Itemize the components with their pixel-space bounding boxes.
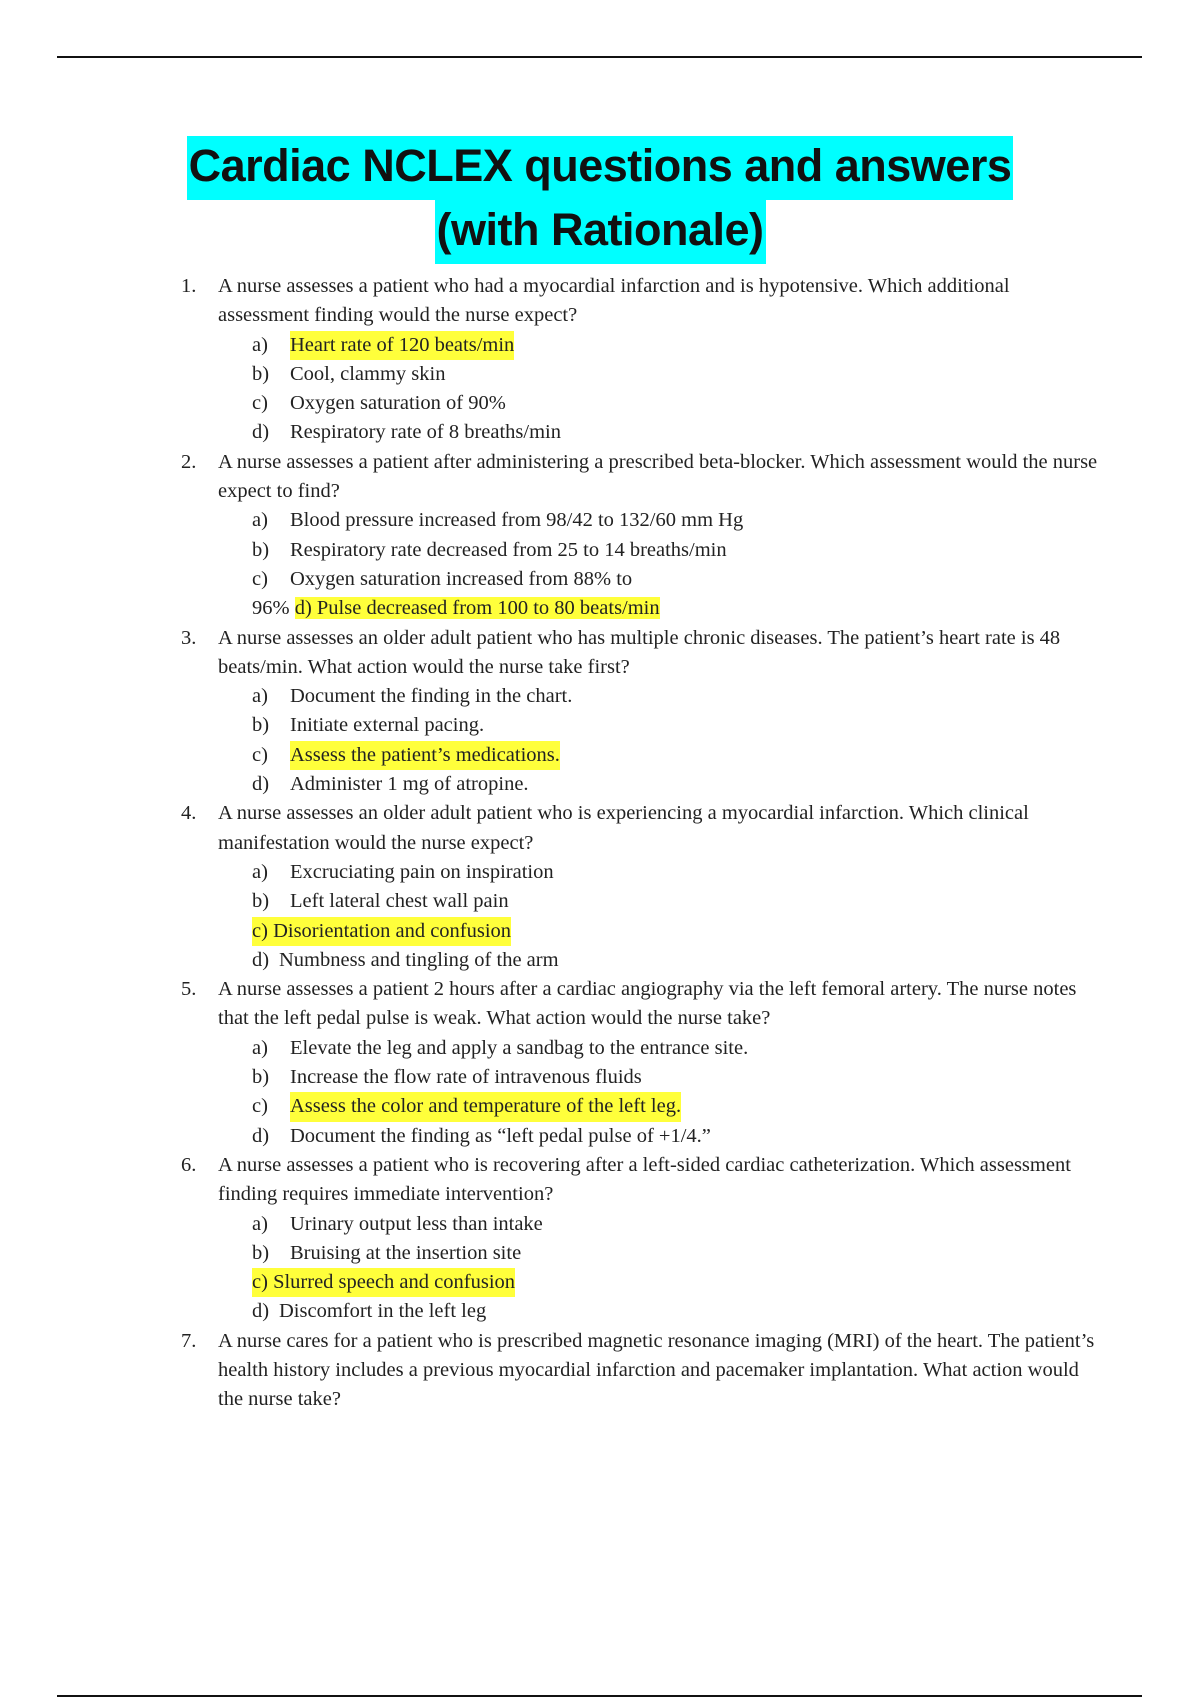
question-text: A nurse cares for a patient who is prescribed magnetic resonance imaging (MRI) of the heart. The patient’s health history includes a previous myocardial infarction and pacemaker implantation. What action would the nurse take? <box>218 1329 1095 1411</box>
option-text: Document the finding as “left pedal pulse of +1/4.” <box>290 1124 711 1147</box>
option-2a <box>0 506 1200 535</box>
question-number: 5. <box>181 978 197 1001</box>
bottom-rule <box>57 1695 1142 1697</box>
question-number: 2. <box>181 450 197 473</box>
option-4a <box>0 858 1200 887</box>
option-label: d) <box>252 421 270 444</box>
option-label: d) <box>252 1124 270 1147</box>
question-text: A nurse assesses an older adult patient who has multiple chronic diseases. The patient’s heart rate is 48 beats/min. What action would the nurse take first? <box>218 626 1061 678</box>
option-label: b) <box>252 714 270 737</box>
option-2c-wrap-and-2d <box>0 594 1200 623</box>
option-text: Discomfort in the left leg <box>279 1300 487 1323</box>
option-text-correct: d) Pulse decreased from 100 to 80 beats/min <box>294 597 660 620</box>
option-1b <box>0 360 1200 389</box>
option-4c <box>0 917 1200 946</box>
option-label: a) <box>252 509 268 532</box>
question-text: A nurse assesses an older adult patient who is experiencing a myocardial infarction. Which clinical manifestation would the nurse expect? <box>218 802 1029 854</box>
question-6 <box>0 1151 1200 1210</box>
question-7 <box>0 1327 1200 1415</box>
option-6a <box>0 1210 1200 1239</box>
option-label: c) <box>252 567 268 590</box>
option-text: Increase the flow rate of intravenous fluids <box>290 1066 642 1089</box>
question-3 <box>0 624 1200 683</box>
option-1d <box>0 418 1200 447</box>
option-text: Initiate external pacing. <box>290 714 485 737</box>
option-6c <box>0 1268 1200 1297</box>
top-rule <box>57 56 1142 58</box>
title-line-2: (with Rationale) <box>435 200 766 264</box>
option-2c <box>0 565 1200 594</box>
option-3a <box>0 682 1200 711</box>
option-label: b) <box>252 1066 270 1089</box>
title-line-1: Cardiac NCLEX questions and answers <box>187 136 1014 200</box>
option-text: Cool, clammy skin <box>290 362 446 385</box>
option-4b <box>0 887 1200 916</box>
option-text: Excruciating pain on inspiration <box>290 860 554 883</box>
question-4 <box>0 799 1200 858</box>
option-label: b) <box>252 538 270 561</box>
option-text: Bruising at the insertion site <box>290 1241 522 1264</box>
option-5b <box>0 1063 1200 1092</box>
option-text-wrap: 96% <box>252 597 290 620</box>
option-5c <box>0 1092 1200 1121</box>
question-list <box>0 272 1200 1415</box>
option-text: Oxygen saturation increased from 88% to <box>290 567 633 590</box>
option-text: Document the finding in the chart. <box>290 685 573 708</box>
question-text: A nurse assesses a patient after administering a prescribed beta-blocker. Which assessment would the nurse expect to find? <box>218 450 1098 503</box>
option-text-correct: Assess the color and temperature of the left leg. <box>290 1092 681 1121</box>
option-text-correct: Heart rate of 120 beats/min <box>290 331 514 360</box>
question-number: 7. <box>181 1329 197 1352</box>
option-3c <box>0 741 1200 770</box>
option-label: a) <box>252 685 268 708</box>
option-6b <box>0 1239 1200 1268</box>
option-label: c) <box>252 1095 268 1118</box>
option-label: d) <box>252 773 270 796</box>
option-label: c) <box>252 743 268 766</box>
document-title <box>0 136 1200 264</box>
option-text: Oxygen saturation of 90% <box>290 392 506 415</box>
option-label: b) <box>252 890 270 913</box>
option-5d <box>0 1122 1200 1151</box>
option-text: Administer 1 mg of atropine. <box>290 773 529 796</box>
option-label: d) <box>252 1300 270 1323</box>
option-text: Respiratory rate decreased from 25 to 14 breaths/min <box>290 538 727 561</box>
question-number: 3. <box>181 626 197 649</box>
option-text: Respiratory rate of 8 breaths/min <box>290 421 561 444</box>
question-text: A nurse assesses a patient 2 hours after a cardiac angiography via the left femoral artery. The nurse notes that the left pedal pulse is weak. What action would the nurse take? <box>218 978 1077 1030</box>
question-number: 6. <box>181 1153 197 1176</box>
option-text: Numbness and tingling of the arm <box>279 948 559 971</box>
option-6d <box>0 1297 1200 1326</box>
option-label: c) <box>252 392 268 415</box>
option-5a <box>0 1034 1200 1063</box>
question-number: 4. <box>181 802 197 825</box>
option-label: b) <box>252 1241 270 1264</box>
question-2 <box>0 448 1200 507</box>
option-label: a) <box>252 1036 268 1059</box>
option-text: Left lateral chest wall pain <box>290 890 509 913</box>
question-number: 1. <box>181 275 197 297</box>
option-text-correct: c) Slurred speech and confusion <box>252 1268 515 1297</box>
option-text: Elevate the leg and apply a sandbag to the entrance site. <box>290 1036 749 1059</box>
option-label: d) <box>252 948 270 971</box>
option-text-correct: c) Disorientation and confusion <box>252 917 511 946</box>
option-label: a) <box>252 333 268 356</box>
option-text-correct: Assess the patient’s medications. <box>290 741 560 770</box>
option-label: a) <box>252 860 268 883</box>
question-text: A nurse assesses a patient who is recovering after a left-sided cardiac catheterization. Which assessment finding requires immediate intervention? <box>218 1153 1071 1206</box>
question-1 <box>0 272 1200 331</box>
option-3d <box>0 770 1200 799</box>
option-text: Urinary output less than intake <box>290 1212 543 1235</box>
option-label: b) <box>252 362 270 385</box>
option-1c <box>0 389 1200 418</box>
option-text: Blood pressure increased from 98/42 to 132/60 mm Hg <box>290 509 744 532</box>
option-3b <box>0 711 1200 740</box>
option-4d <box>0 946 1200 975</box>
option-label: a) <box>252 1212 268 1235</box>
option-2b <box>0 536 1200 565</box>
question-text: A nurse assesses a patient who had a myocardial infarction and is hypotensive. Which additional assessment finding would the nurse expect? <box>218 275 1010 327</box>
question-5 <box>0 975 1200 1034</box>
option-1a <box>0 331 1200 360</box>
